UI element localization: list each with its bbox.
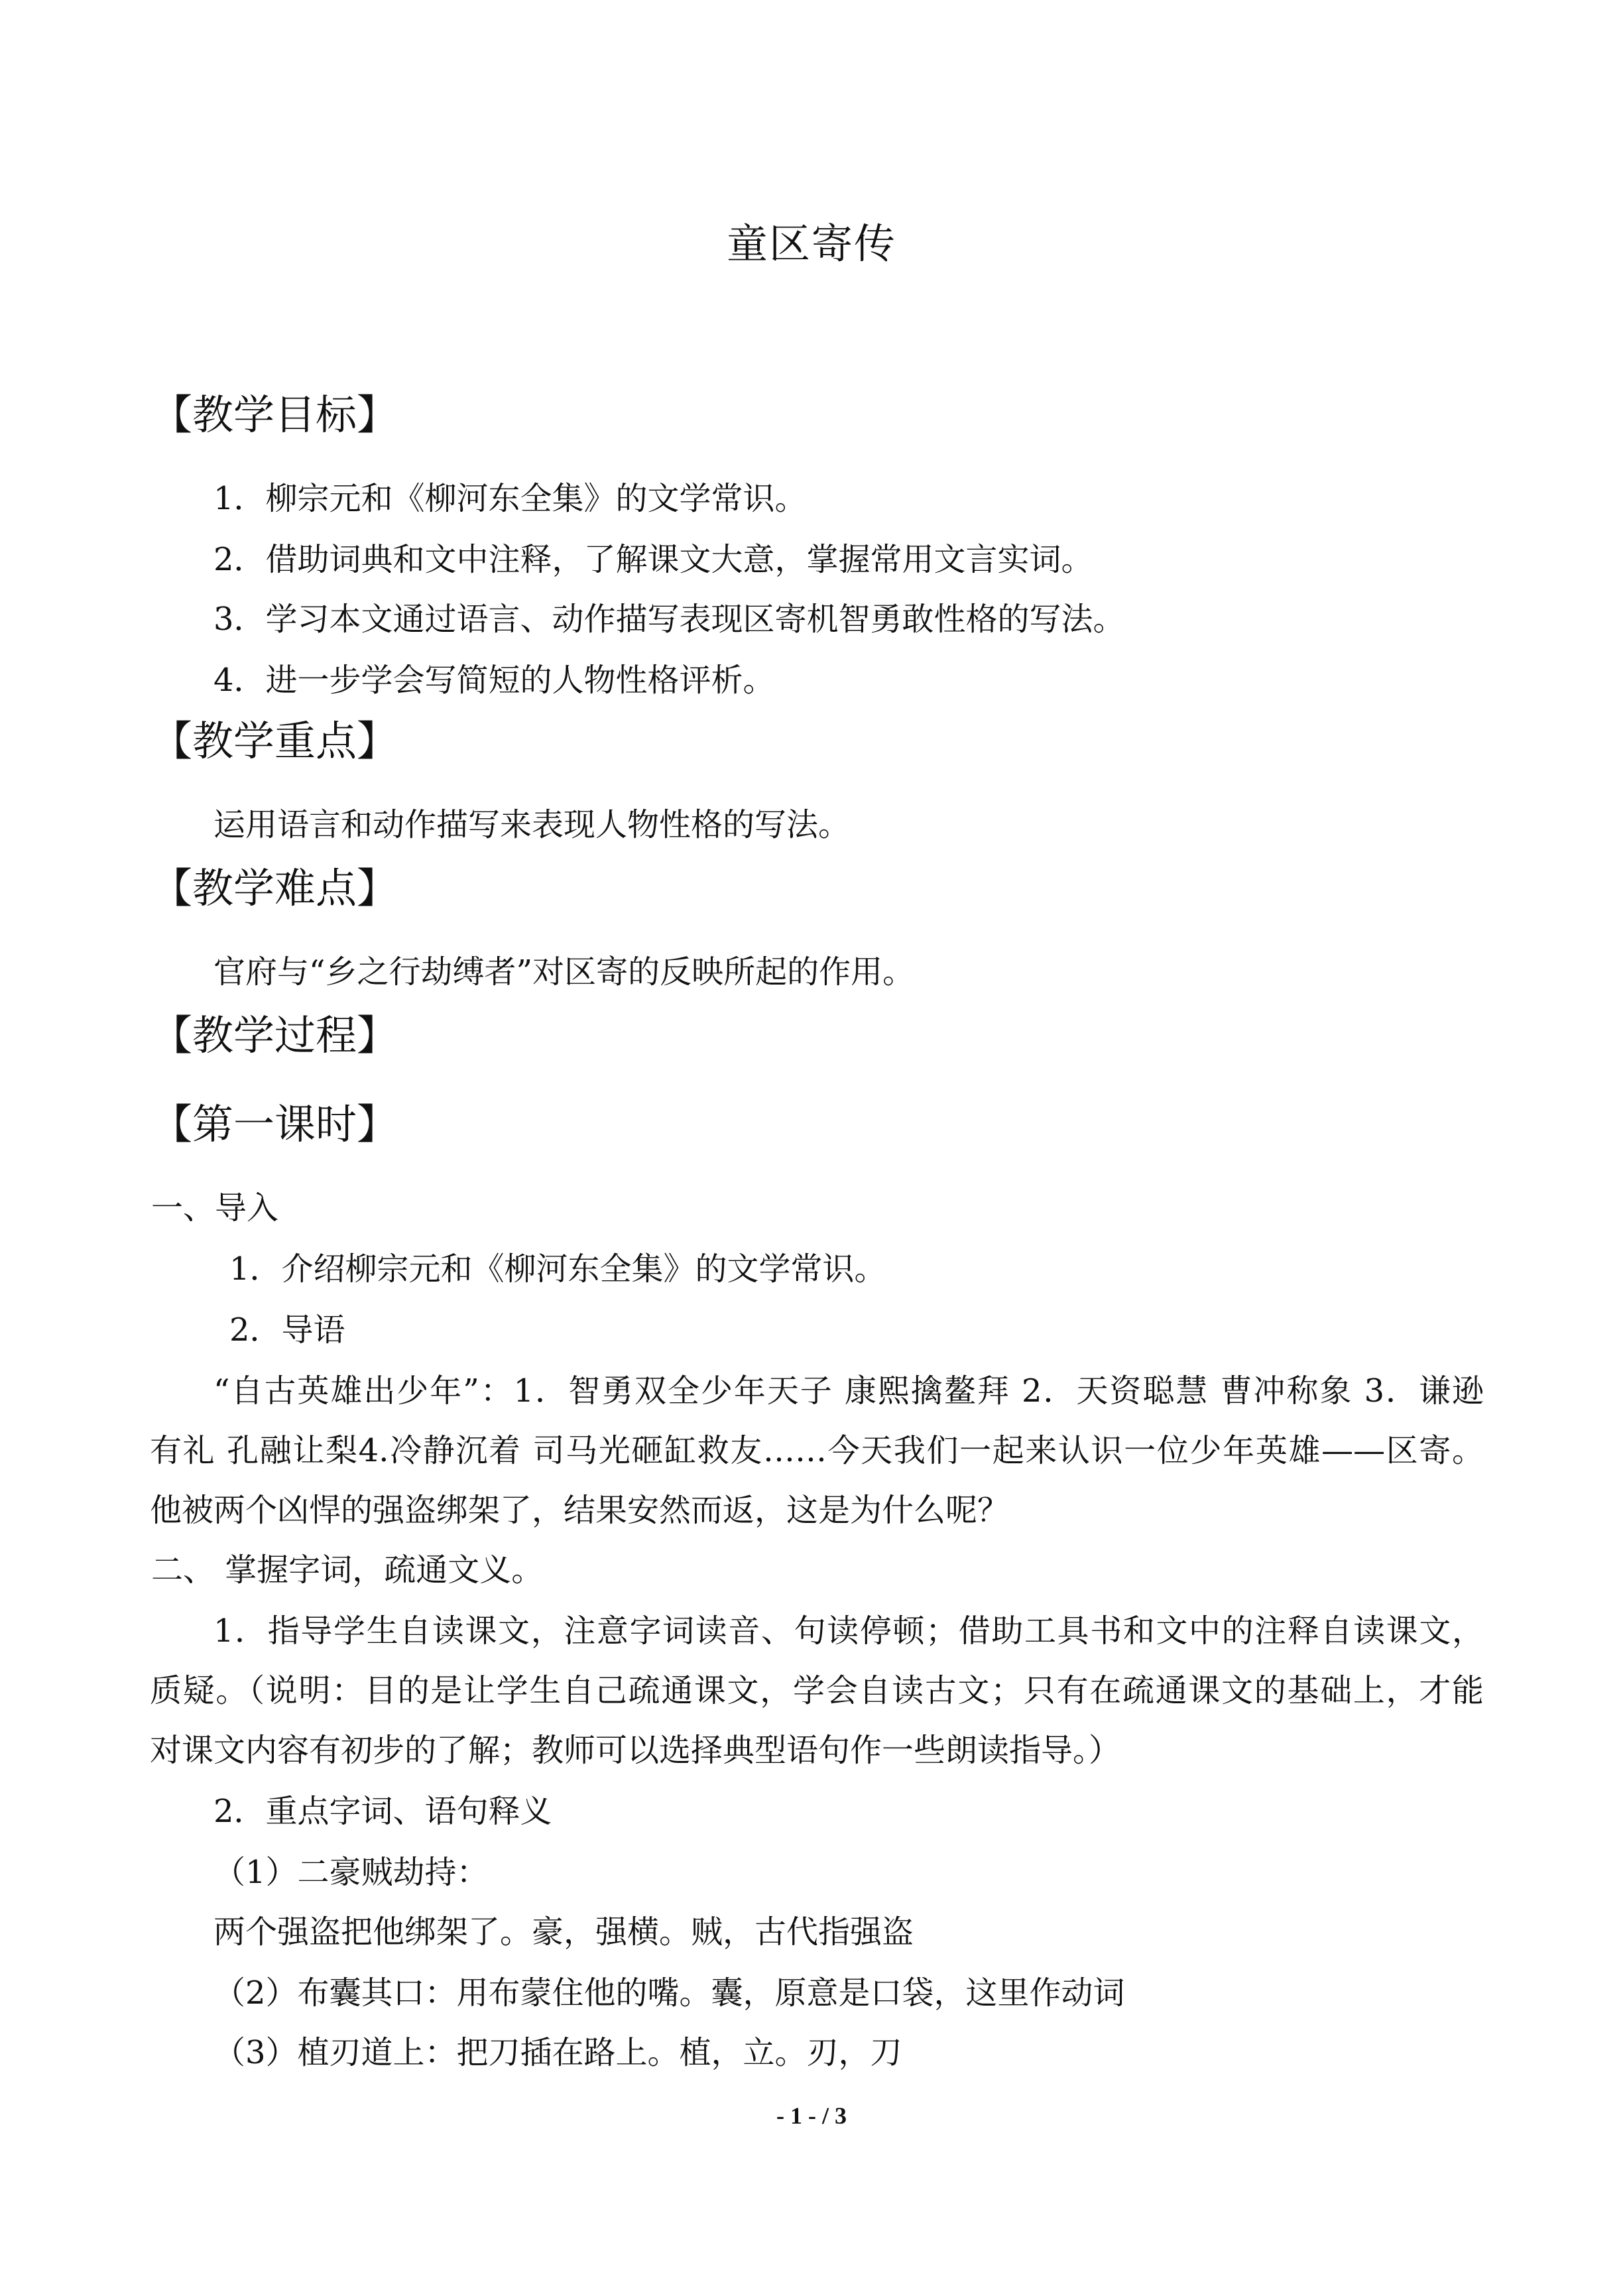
objective-item: 2．借助词典和文中注释，了解课文大意，掌握常用文言实词。 <box>213 541 1093 578</box>
page-number: - 1 - / 3 <box>776 2102 847 2129</box>
gloss-item: 两个强盗把他绑架了。豪，强横。贼，古代指强盗 <box>213 1913 914 1951</box>
objective-item: 4．进一步学会写简短的人物性格评析。 <box>213 662 775 699</box>
part-two-paragraph-line: 质疑。（说明：目的是让学生自己疏通课文，学会自读古文；只有在疏通课文的基础上，才能 <box>150 1672 1484 1709</box>
objectives-heading: 【教学目标】 <box>151 391 398 439</box>
gloss-item: （3）植刃道上：把刀插在路上。植，立。刃，刀 <box>213 2034 902 2071</box>
part-one-item: 1．介绍柳宗元和《柳河东全集》的文学常识。 <box>229 1250 886 1288</box>
document-title: 童区寄传 <box>726 219 896 268</box>
key-point-heading: 【教学重点】 <box>151 717 398 765</box>
part-two-paragraph-line: 对课文内容有初步的了解；教师可以选择典型语句作一些朗读指导。） <box>150 1732 1121 1769</box>
part-one-heading: 一、导入 <box>151 1189 279 1227</box>
intro-paragraph-line: 有礼 孔融让梨4.冷静沉着 司马光砸缸救友……今天我们一起来认识一位少年英雄——区寄。 <box>150 1432 1484 1469</box>
difficulty-heading: 【教学难点】 <box>151 864 398 912</box>
gloss-item: （1）二豪贼劫持： <box>213 1854 489 1891</box>
intro-paragraph-line: 他被两个凶悍的强盗绑架了，结果安然而返，这是为什么呢？ <box>150 1492 1010 1529</box>
key-point-text: 运用语言和动作描写来表现人物性格的写法。 <box>213 806 851 843</box>
intro-paragraph-line: “自古英雄出少年”：1．智勇双全少年天子 康熙擒鳌拜 2．天资聪慧 曹冲称象 3．谦逊 <box>213 1372 1484 1410</box>
part-two-paragraph-line: 1．指导学生自读课文，注意字词读音、句读停顿；借助工具书和文中的注释自读课文， <box>213 1612 1484 1650</box>
gloss-item: （2）布囊其口：用布蒙住他的嘴。囊，原意是口袋，这里作动词 <box>213 1974 1125 2012</box>
difficulty-text: 官府与“乡之行劫缚者”对区寄的反映所起的作用。 <box>213 953 915 991</box>
part-one-item: 2．导语 <box>229 1311 345 1349</box>
objective-item: 3．学习本文通过语言、动作描写表现区寄机智勇敢性格的写法。 <box>213 601 1125 638</box>
process-heading: 【教学过程】 <box>151 1011 398 1059</box>
part-two-heading: 二、 掌握字词，疏通文义。 <box>151 1551 544 1589</box>
lesson-one-heading: 【第一课时】 <box>151 1100 398 1148</box>
objective-item: 1．柳宗元和《柳河东全集》的文学常识。 <box>213 480 807 517</box>
part-two-item: 2．重点字词、语句释义 <box>213 1793 552 1830</box>
